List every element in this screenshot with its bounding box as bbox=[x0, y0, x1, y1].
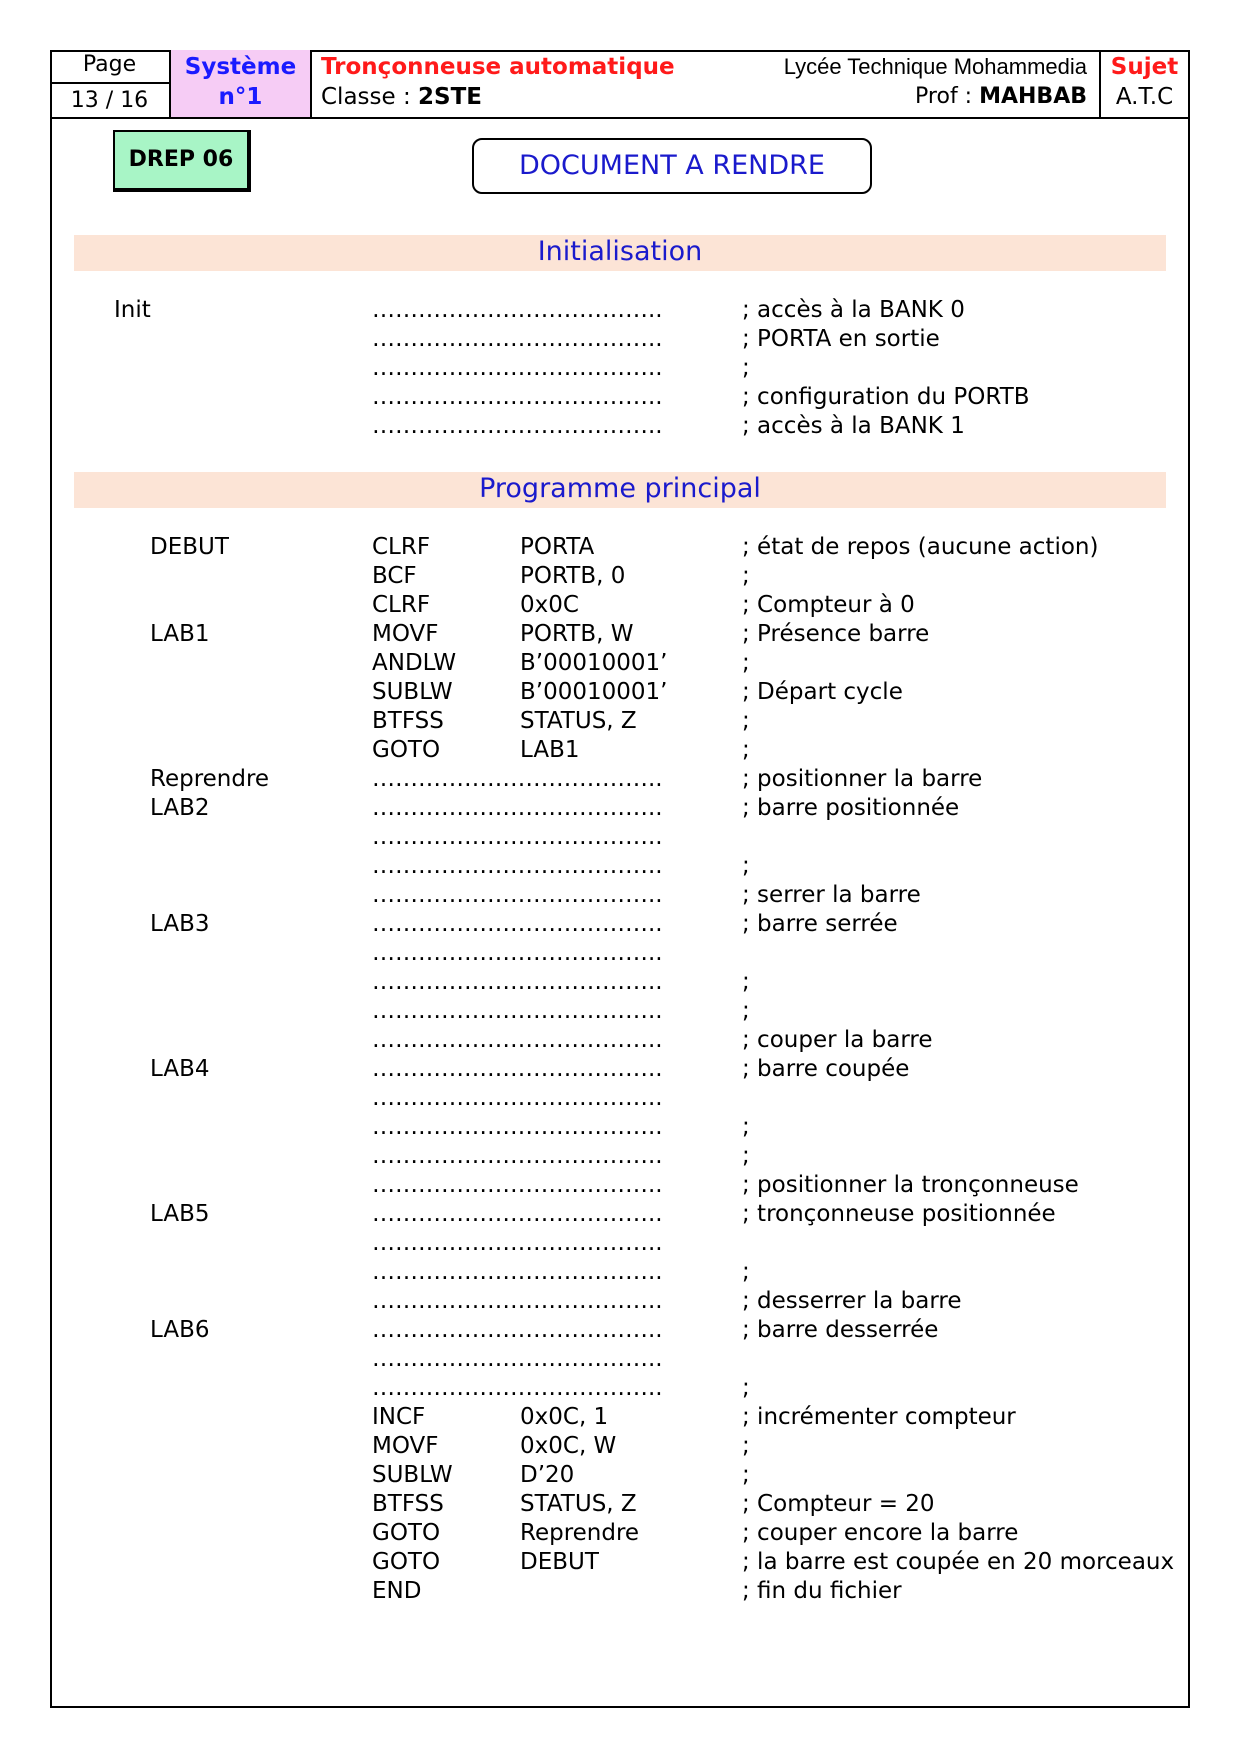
main-row bbox=[0, 1374, 1245, 1403]
main-row bbox=[0, 678, 1245, 707]
answer-dots: ……………………………….. bbox=[372, 1288, 663, 1314]
main-row bbox=[0, 881, 1245, 910]
section-initialisation: Initialisation bbox=[74, 235, 1166, 271]
answer-dots: ……………………………….. bbox=[372, 1230, 663, 1256]
code-comment: ; Compteur = 20 bbox=[742, 1491, 935, 1517]
answer-dots: ……………………………….. bbox=[372, 1259, 663, 1285]
answer-dots: ……………………………….. bbox=[372, 1317, 663, 1343]
main-row bbox=[0, 1026, 1245, 1055]
answer-dots: ……………………………….. bbox=[372, 1056, 663, 1082]
answer-dots: ……………………………….. bbox=[372, 1201, 663, 1227]
main-row bbox=[0, 1171, 1245, 1200]
code-operand: 0x0C, 1 bbox=[520, 1404, 609, 1430]
code-comment: ; bbox=[742, 737, 750, 763]
code-comment: ; PORTA en sortie bbox=[742, 326, 940, 352]
main-row bbox=[0, 1490, 1245, 1519]
answer-dots: ……………………………….. bbox=[372, 911, 663, 937]
prof-line bbox=[709, 82, 1087, 112]
code-comment: ; positionner la barre bbox=[742, 766, 983, 792]
main-row bbox=[0, 707, 1245, 736]
main-row bbox=[0, 620, 1245, 649]
code-comment: ; bbox=[742, 969, 750, 995]
code-instruction: SUBLW bbox=[372, 1462, 453, 1488]
code-operand: LAB1 bbox=[520, 737, 580, 763]
code-label: LAB4 bbox=[150, 1056, 210, 1082]
init-row bbox=[0, 354, 1245, 383]
main-row bbox=[0, 823, 1245, 852]
code-instruction: BCF bbox=[372, 563, 417, 589]
code-comment: ; serrer la barre bbox=[742, 882, 921, 908]
code-comment: ; barre desserrée bbox=[742, 1317, 939, 1343]
main-row bbox=[0, 997, 1245, 1026]
code-comment: ; bbox=[742, 1433, 750, 1459]
answer-dots: ……………………………….. bbox=[372, 824, 663, 850]
answer-dots: ……………………………….. bbox=[372, 413, 663, 439]
answer-dots: ……………………………….. bbox=[372, 1085, 663, 1111]
sujet-label: Sujet bbox=[1110, 54, 1179, 80]
code-comment: ; Présence barre bbox=[742, 621, 930, 647]
answer-dots: ……………………………….. bbox=[372, 326, 663, 352]
code-label: LAB5 bbox=[150, 1201, 210, 1227]
code-comment: ; état de repos (aucune action) bbox=[742, 534, 1099, 560]
class-value: 2STE bbox=[418, 84, 482, 110]
page-number: 13 / 16 bbox=[70, 88, 149, 113]
main-row bbox=[0, 1200, 1245, 1229]
subject-title: Tronçonneuse automatique bbox=[321, 54, 675, 80]
page-cell bbox=[50, 50, 171, 117]
main-row bbox=[0, 1519, 1245, 1548]
code-operand: PORTA bbox=[520, 534, 595, 560]
main-row bbox=[0, 1055, 1245, 1084]
prof-prefix: Prof : bbox=[915, 84, 980, 109]
main-row bbox=[0, 968, 1245, 997]
code-comment: ; barre serrée bbox=[742, 911, 898, 937]
code-operand: STATUS, Z bbox=[520, 1491, 637, 1517]
main-row bbox=[0, 939, 1245, 968]
section-programme-principal: Programme principal bbox=[74, 472, 1166, 508]
main-row bbox=[0, 533, 1245, 562]
code-label: LAB2 bbox=[150, 795, 210, 821]
code-instruction: INCF bbox=[372, 1404, 426, 1430]
code-comment: ; desserrer la barre bbox=[742, 1288, 962, 1314]
main-row bbox=[0, 1287, 1245, 1316]
code-instruction: MOVF bbox=[372, 621, 439, 647]
init-row bbox=[0, 383, 1245, 412]
code-comment: ; bbox=[742, 1114, 750, 1140]
answer-dots: ……………………………….. bbox=[372, 1172, 663, 1198]
answer-dots: ……………………………….. bbox=[372, 882, 663, 908]
code-comment: ; Départ cycle bbox=[742, 679, 903, 705]
main-row bbox=[0, 1461, 1245, 1490]
code-comment: ; couper la barre bbox=[742, 1027, 933, 1053]
system-cell bbox=[171, 50, 312, 117]
code-comment: ; bbox=[742, 708, 750, 734]
code-operand: PORTB, 0 bbox=[520, 563, 626, 589]
sujet-cell bbox=[1101, 50, 1188, 117]
init-row bbox=[0, 325, 1245, 354]
main-row bbox=[0, 1113, 1245, 1142]
answer-dots: ……………………………….. bbox=[372, 766, 663, 792]
code-instruction: END bbox=[372, 1578, 422, 1604]
code-operand: B’00010001’ bbox=[520, 679, 668, 705]
code-instruction: MOVF bbox=[372, 1433, 439, 1459]
main-row bbox=[0, 765, 1245, 794]
class-line bbox=[321, 82, 709, 112]
code-comment: ; bbox=[742, 1462, 750, 1488]
code-label: LAB6 bbox=[150, 1317, 210, 1343]
code-operand: STATUS, Z bbox=[520, 708, 637, 734]
sujet-value: A.T.C bbox=[1115, 84, 1174, 110]
code-comment: ; accès à la BANK 0 bbox=[742, 297, 965, 323]
code-operand: 0x0C bbox=[520, 592, 579, 618]
init-row bbox=[0, 296, 1245, 325]
code-instruction: BTFSS bbox=[372, 708, 444, 734]
code-comment: ; Compteur à 0 bbox=[742, 592, 915, 618]
code-label: LAB1 bbox=[150, 621, 210, 647]
code-comment: ; configuration du PORTB bbox=[742, 384, 1030, 410]
code-comment: ; fin du fichier bbox=[742, 1578, 902, 1604]
class-prefix: Classe : bbox=[321, 84, 419, 110]
code-label: Reprendre bbox=[150, 766, 270, 792]
code-instruction: BTFSS bbox=[372, 1491, 444, 1517]
header-table bbox=[50, 50, 1190, 119]
code-label: LAB3 bbox=[150, 911, 210, 937]
main-row bbox=[0, 852, 1245, 881]
code-label: DEBUT bbox=[150, 534, 229, 560]
code-comment: ; incrémenter compteur bbox=[742, 1404, 1016, 1430]
main-row bbox=[0, 1084, 1245, 1113]
answer-dots: ……………………………….. bbox=[372, 998, 663, 1024]
code-operand: B’00010001’ bbox=[520, 650, 668, 676]
main-row bbox=[0, 1229, 1245, 1258]
answer-dots: ……………………………….. bbox=[372, 297, 663, 323]
code-comment: ; couper encore la barre bbox=[742, 1520, 1019, 1546]
code-comment: ; bbox=[742, 1143, 750, 1169]
system-label: Système bbox=[184, 54, 297, 80]
code-instruction: ANDLW bbox=[372, 650, 457, 676]
main-row bbox=[0, 794, 1245, 823]
main-row bbox=[0, 1258, 1245, 1287]
code-comment: ; bbox=[742, 563, 750, 589]
code-comment: ; bbox=[742, 853, 750, 879]
answer-dots: ……………………………….. bbox=[372, 1027, 663, 1053]
code-comment: ; barre positionnée bbox=[742, 795, 960, 821]
main-row bbox=[0, 649, 1245, 678]
school-cell bbox=[709, 50, 1101, 117]
init-row bbox=[0, 412, 1245, 441]
page-label: Page bbox=[50, 50, 169, 84]
answer-dots: ……………………………….. bbox=[372, 1143, 663, 1169]
code-operand: DEBUT bbox=[520, 1549, 599, 1575]
code-comment: ; barre coupée bbox=[742, 1056, 910, 1082]
answer-dots: ……………………………….. bbox=[372, 355, 663, 381]
code-operand: PORTB, W bbox=[520, 621, 634, 647]
main-row bbox=[0, 1142, 1245, 1171]
code-comment: ; bbox=[742, 1375, 750, 1401]
main-row bbox=[0, 1316, 1245, 1345]
code-instruction: GOTO bbox=[372, 737, 441, 763]
main-row bbox=[0, 1577, 1245, 1606]
code-comment: ; bbox=[742, 1259, 750, 1285]
main-row bbox=[0, 591, 1245, 620]
drep-badge: DREP 06 bbox=[113, 130, 251, 192]
code-comment: ; accès à la BANK 1 bbox=[742, 413, 965, 439]
answer-dots: ……………………………….. bbox=[372, 795, 663, 821]
main-row bbox=[0, 910, 1245, 939]
answer-dots: ……………………………….. bbox=[372, 853, 663, 879]
code-instruction: SUBLW bbox=[372, 679, 453, 705]
code-comment: ; bbox=[742, 355, 750, 381]
code-operand: 0x0C, W bbox=[520, 1433, 617, 1459]
answer-dots: ……………………………….. bbox=[372, 1346, 663, 1372]
main-row bbox=[0, 736, 1245, 765]
main-row bbox=[0, 1345, 1245, 1374]
answer-dots: ……………………………….. bbox=[372, 1375, 663, 1401]
prof-name: MAHBAB bbox=[979, 84, 1087, 109]
school-name: Lycée Technique Mohammedia bbox=[783, 54, 1087, 79]
code-instruction: CLRF bbox=[372, 592, 431, 618]
code-operand: Reprendre bbox=[520, 1520, 640, 1546]
answer-dots: ……………………………….. bbox=[372, 940, 663, 966]
code-instruction: CLRF bbox=[372, 534, 431, 560]
code-instruction: GOTO bbox=[372, 1549, 441, 1575]
code-comment: ; positionner la tronçonneuse bbox=[742, 1172, 1079, 1198]
code-operand: D’20 bbox=[520, 1462, 575, 1488]
main-row bbox=[0, 1432, 1245, 1461]
code-comment: ; bbox=[742, 650, 750, 676]
code-comment: ; bbox=[742, 998, 750, 1024]
answer-dots: ……………………………….. bbox=[372, 969, 663, 995]
main-row bbox=[0, 562, 1245, 591]
main-row bbox=[0, 1403, 1245, 1432]
answer-dots: ……………………………….. bbox=[372, 1114, 663, 1140]
code-comment: ; tronçonneuse positionnée bbox=[742, 1201, 1056, 1227]
system-number: n°1 bbox=[218, 84, 263, 110]
code-instruction: GOTO bbox=[372, 1520, 441, 1546]
answer-dots: ……………………………….. bbox=[372, 384, 663, 410]
main-row bbox=[0, 1548, 1245, 1577]
code-label: Init bbox=[114, 297, 151, 323]
title-cell bbox=[312, 50, 709, 117]
document-title: DOCUMENT A RENDRE bbox=[472, 138, 872, 194]
code-comment: ; la barre est coupée en 20 morceaux bbox=[742, 1549, 1175, 1575]
